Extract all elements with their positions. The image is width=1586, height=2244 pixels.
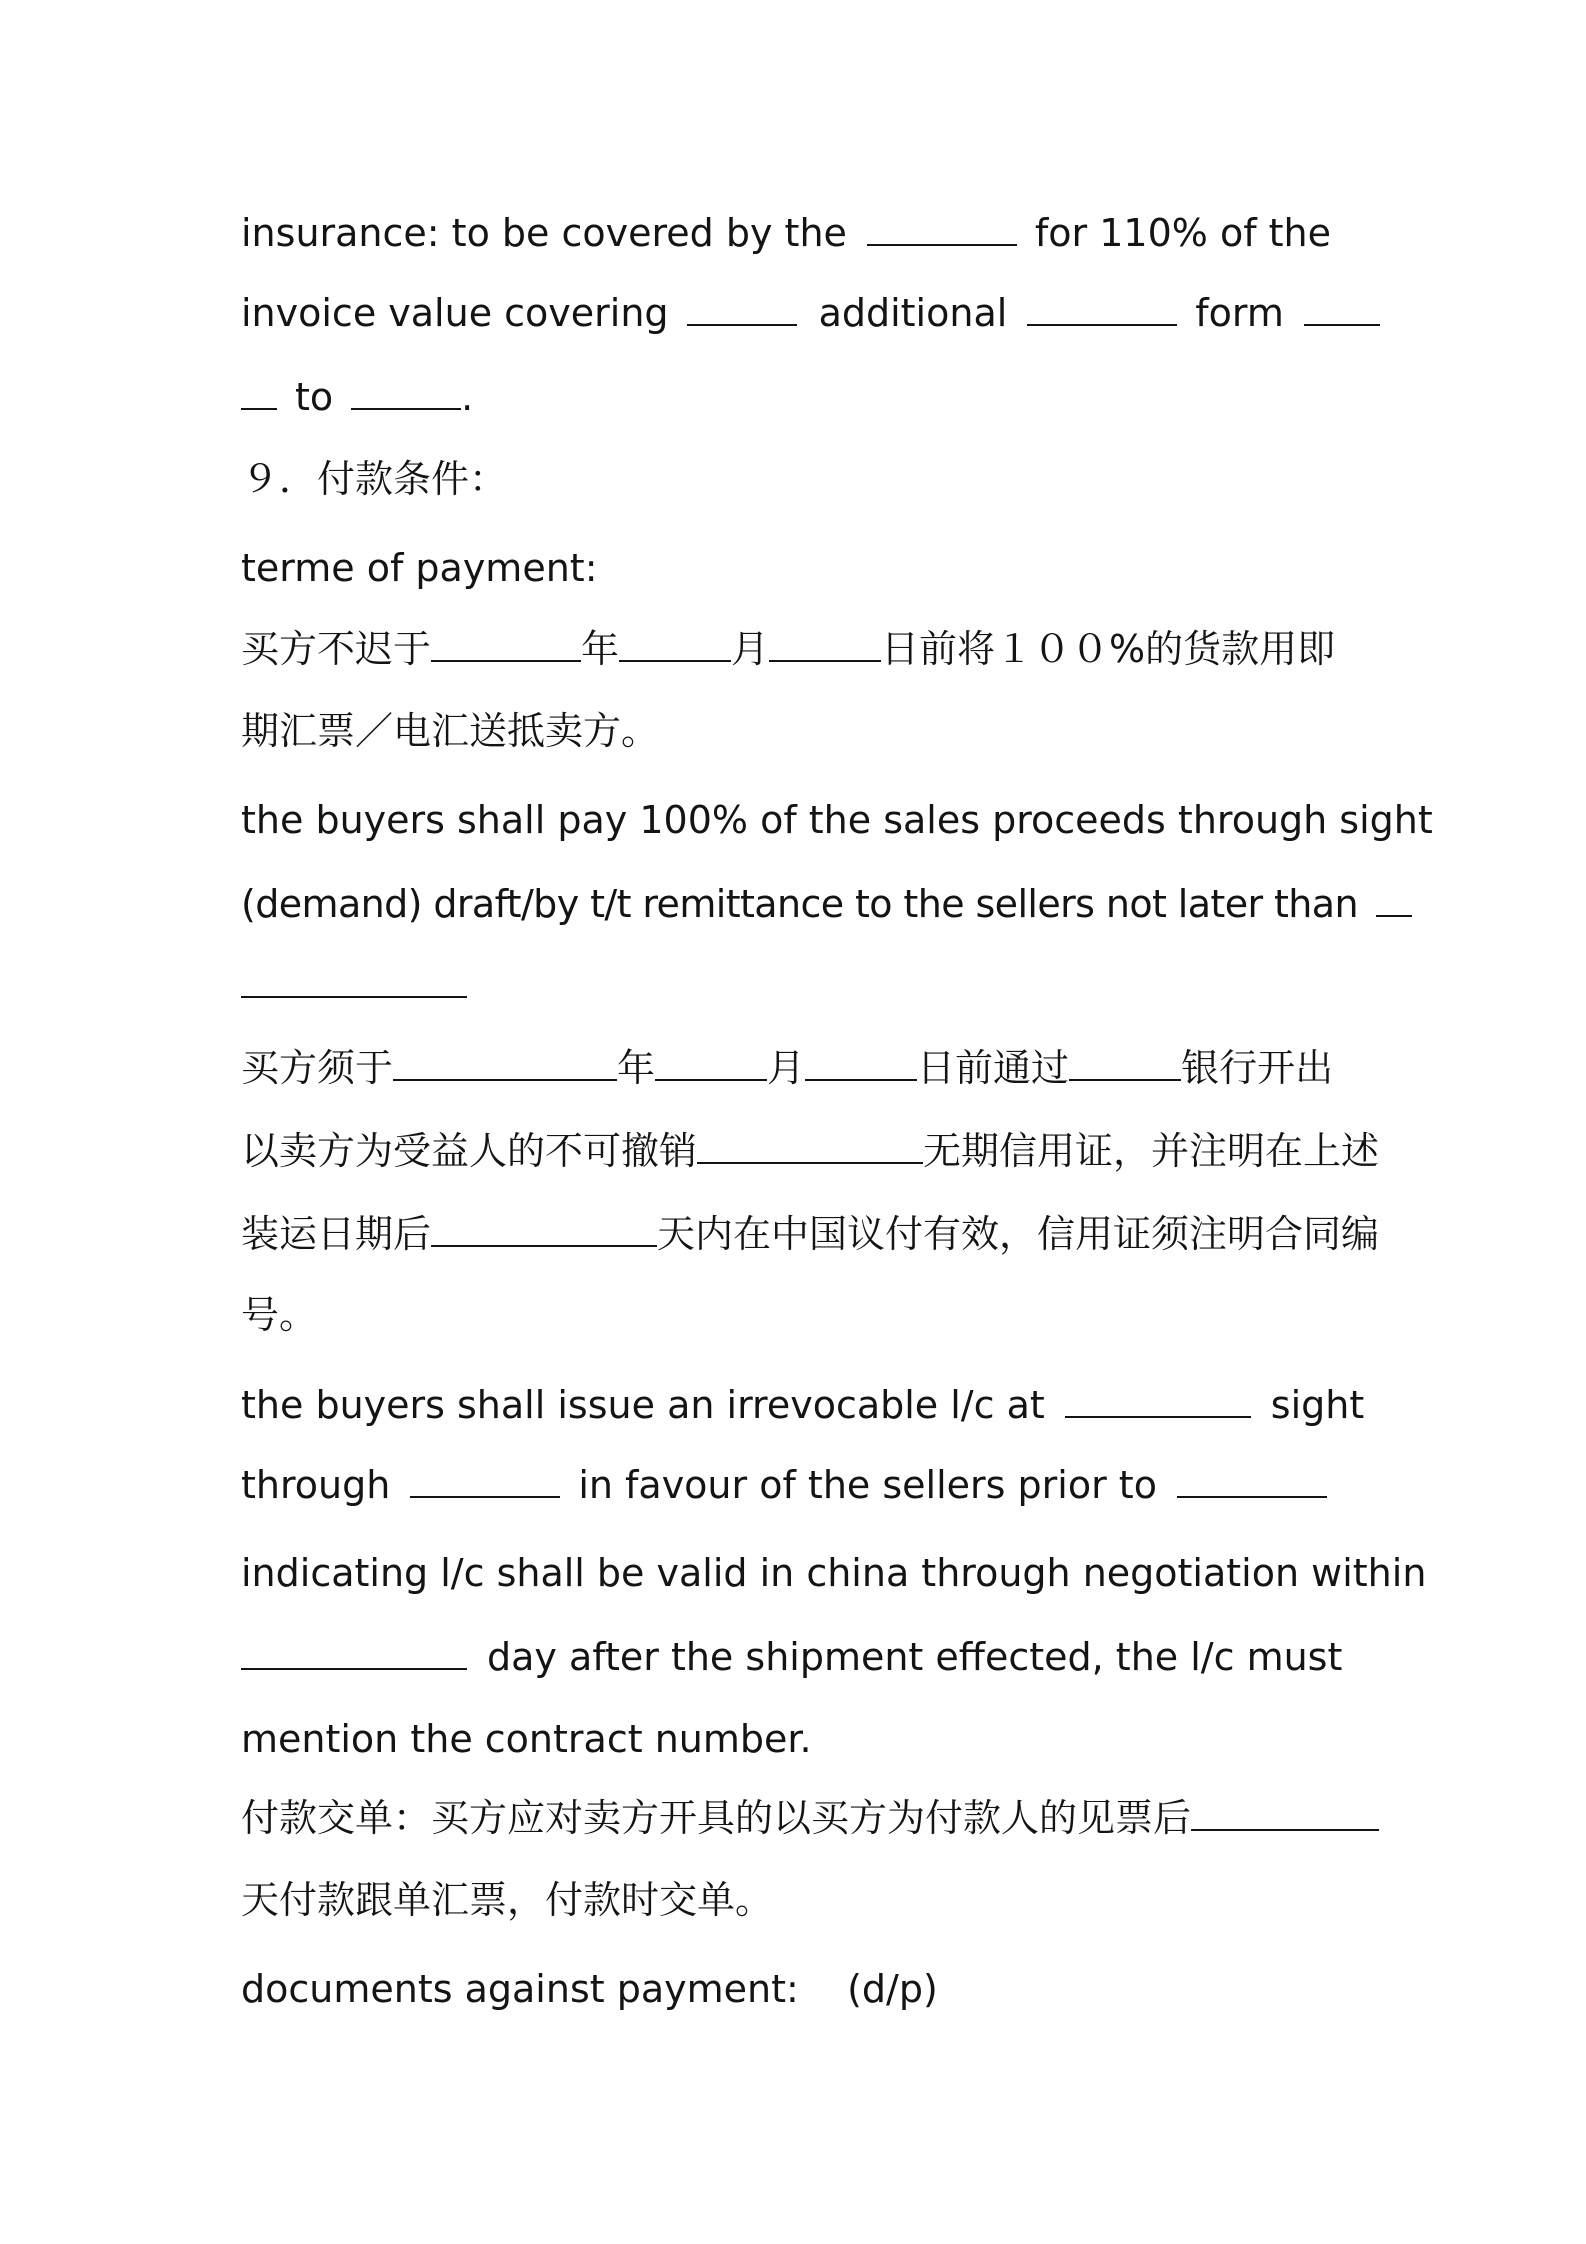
text: 买方须于 <box>241 1046 394 1090</box>
text: . <box>461 375 474 419</box>
insurance-line-1 <box>241 208 1361 257</box>
text: sight <box>1270 1383 1365 1427</box>
en-dp-line-1 <box>241 1965 1361 2013</box>
text: terme of payment: <box>241 546 598 590</box>
fill-blank[interactable] <box>1177 1460 1327 1498</box>
terms-of-payment-label <box>241 544 1361 592</box>
cn-lc-line-2 <box>241 1126 1380 1175</box>
fill-blank[interactable] <box>393 1043 617 1081</box>
text: 期汇票／电汇送抵卖方。 <box>241 709 660 753</box>
cn-payment-line-2 <box>241 707 1361 755</box>
en-payment-line-3 <box>241 960 1361 1009</box>
fill-blank[interactable] <box>867 208 1017 246</box>
cn-payment-line-1 <box>241 624 1361 673</box>
fill-blank[interactable] <box>687 288 797 326</box>
fill-blank[interactable] <box>241 1632 467 1670</box>
text: to <box>295 375 334 419</box>
insurance-line-3 <box>241 372 1361 421</box>
text: day after the shipment effected, the l/c must <box>487 1635 1343 1679</box>
fill-blank[interactable] <box>241 960 467 998</box>
text: insurance: to be covered by the <box>241 211 847 255</box>
text: indicating l/c shall be valid in china through negotiation within <box>241 1551 1427 1595</box>
cn-dp-line-2 <box>241 1876 1361 1924</box>
text: 天内在中国议付有效，信用证须注明合同编 <box>657 1212 1380 1256</box>
en-payment-line-1 <box>241 796 1433 844</box>
fill-blank[interactable] <box>655 1043 767 1081</box>
en-payment-line-2 <box>241 879 1361 928</box>
text: 年 <box>617 1046 656 1090</box>
text: 无期信用证，并注明在上述 <box>923 1129 1380 1173</box>
text: the buyers shall pay 100% of the sales proceeds through sight <box>241 798 1433 842</box>
fill-blank[interactable] <box>431 624 581 662</box>
insurance-line-2 <box>241 288 1361 337</box>
text: additional <box>818 291 1008 335</box>
heading-text: ９．付款条件： <box>241 457 508 501</box>
text: the buyers shall issue an irrevocable l/c at <box>241 1383 1045 1427</box>
fill-blank[interactable] <box>431 1209 657 1247</box>
fill-blank[interactable] <box>1027 288 1177 326</box>
text: 日前将１００%的货款用即 <box>881 627 1336 671</box>
en-lc-line-2 <box>241 1460 1361 1509</box>
text: 月 <box>731 627 770 671</box>
text: through <box>241 1463 391 1507</box>
fill-blank[interactable] <box>619 624 731 662</box>
fill-blank[interactable] <box>805 1043 917 1081</box>
text: in favour of the sellers prior to <box>578 1463 1157 1507</box>
en-lc-line-4 <box>241 1632 1361 1681</box>
en-lc-line-1 <box>241 1380 1365 1429</box>
en-lc-line-5 <box>241 1715 1361 1763</box>
text: 月 <box>767 1046 806 1090</box>
fill-blank[interactable] <box>241 372 277 410</box>
cn-lc-line-3 <box>241 1209 1380 1258</box>
cn-lc-line-1 <box>241 1043 1361 1092</box>
text: (demand) draft/by t/t remittance to the sellers not later than <box>241 882 1358 926</box>
fill-blank[interactable] <box>351 372 461 410</box>
text: 日前通过 <box>917 1046 1070 1090</box>
text: 年 <box>581 627 620 671</box>
text: for 110% of the <box>1034 211 1332 255</box>
fill-blank[interactable] <box>1376 879 1412 917</box>
cn-dp-line-1 <box>241 1793 1361 1842</box>
fill-blank[interactable] <box>1069 1043 1181 1081</box>
section-heading-payment <box>241 455 1361 503</box>
fill-blank[interactable] <box>697 1126 923 1164</box>
text: invoice value covering <box>241 291 669 335</box>
fill-blank[interactable] <box>1304 288 1380 326</box>
fill-blank[interactable] <box>769 624 881 662</box>
fill-blank[interactable] <box>1191 1793 1379 1831</box>
fill-blank[interactable] <box>410 1460 560 1498</box>
text: 付款交单：买方应对卖方开具的以买方为付款人的见票后 <box>241 1796 1192 1840</box>
cn-lc-line-4 <box>241 1291 1361 1339</box>
text: 天付款跟单汇票，付款时交单。 <box>241 1878 774 1922</box>
text: 装运日期后 <box>241 1212 432 1256</box>
text: mention the contract number. <box>241 1717 812 1761</box>
text: 买方不迟于 <box>241 627 432 671</box>
text: 号。 <box>241 1293 318 1337</box>
fill-blank[interactable] <box>1065 1380 1251 1418</box>
en-lc-line-3 <box>241 1549 1427 1597</box>
text: documents against payment: (d/p) <box>241 1967 938 2011</box>
text: form <box>1195 291 1284 335</box>
text: 以卖方为受益人的不可撤销 <box>241 1129 698 1173</box>
text: 银行开出 <box>1181 1046 1334 1090</box>
